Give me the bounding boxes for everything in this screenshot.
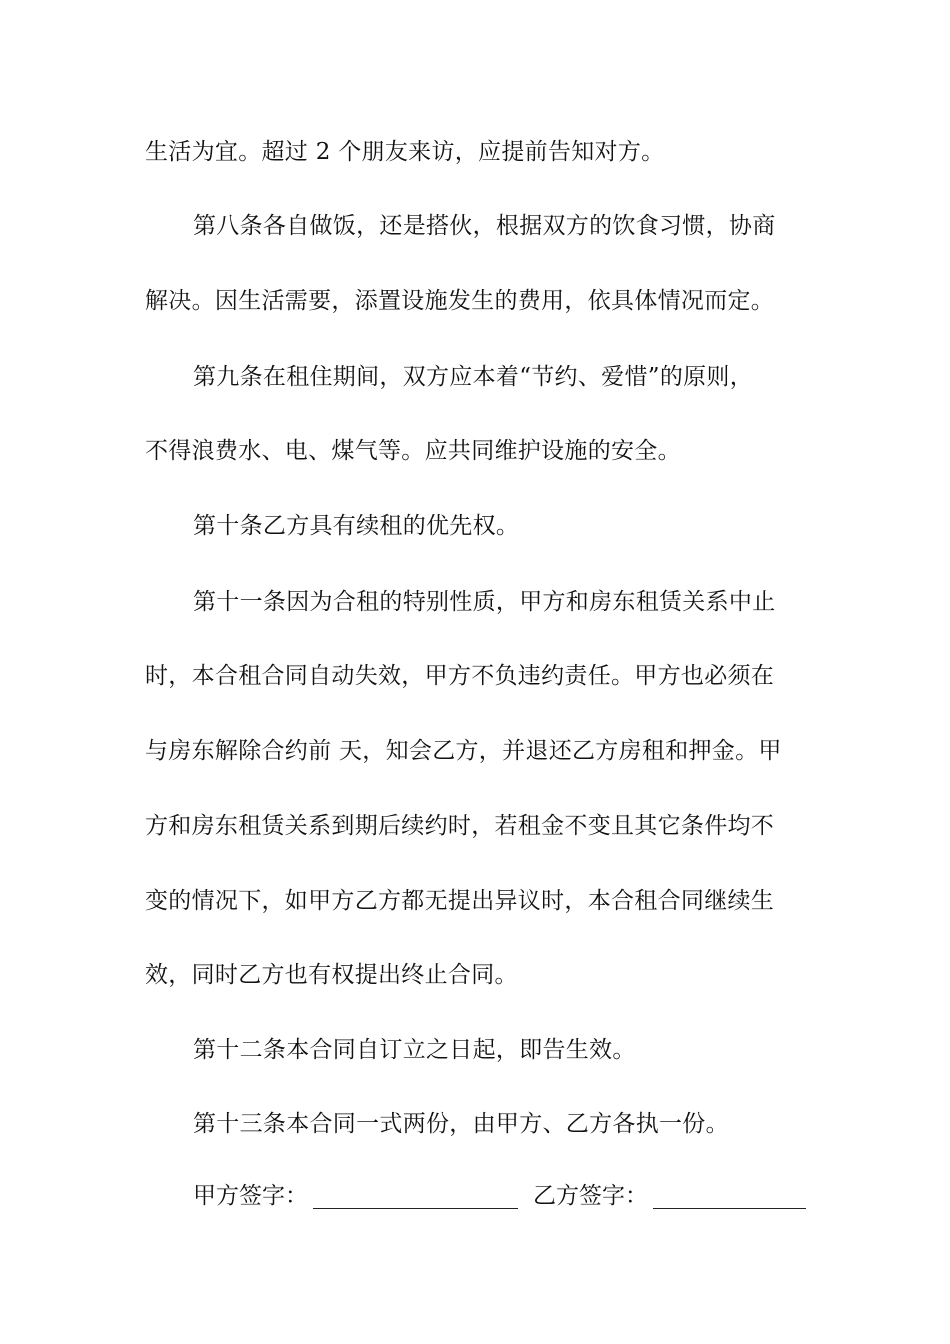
paragraph-line: 生活为宜。超过 2 个朋友来访，应提前告知对方。 <box>145 139 665 165</box>
article-11-line-5: 变的情况下，如甲方乙方都无提出异议时，本合租合同继续生 <box>145 888 775 914</box>
article-11-line-2: 时，本合租合同自动失效，甲方不负违约责任。甲方也必须在 <box>145 663 775 689</box>
article-9-line-2: 不得浪费水、电、煤气等。应共同维护设施的安全。 <box>145 438 681 464</box>
article-11-line-6: 效，同时乙方也有权提出终止合同。 <box>145 962 518 988</box>
article-11-line-3: 与房东解除合约前 天，知会乙方，并退还乙方房租和押金。甲 <box>145 738 782 764</box>
article-8-line-1: 第八条各自做饭，还是搭伙，根据双方的饮食习惯，协商 <box>193 213 776 239</box>
signature-row <box>193 1180 813 1214</box>
article-10-line: 第十条乙方具有续租的优先权。 <box>193 513 520 539</box>
party-b-signature-line[interactable] <box>653 1208 806 1209</box>
party-a-signature-line[interactable] <box>313 1208 518 1209</box>
article-9-line-1: 第九条在租住期间，双方应本着“节约、爱惜”的原则， <box>193 364 754 390</box>
party-a-signature-label: 甲方签字： <box>193 1183 308 1209</box>
article-13-line: 第十三条本合同一式两份，由甲方、乙方各执一份。 <box>193 1111 729 1137</box>
article-12-line: 第十二条本合同自订立之日起，即告生效。 <box>193 1037 636 1063</box>
article-11-line-4: 方和房东租赁关系到期后续约时，若租金不变且其它条件均不 <box>145 813 775 839</box>
article-11-line-1: 第十一条因为合租的特别性质，甲方和房东租赁关系中止 <box>193 589 776 615</box>
article-8-line-2: 解决。因生活需要，添置设施发生的费用，依具体情况而定。 <box>145 288 775 314</box>
party-b-signature-label: 乙方签字： <box>533 1183 648 1209</box>
